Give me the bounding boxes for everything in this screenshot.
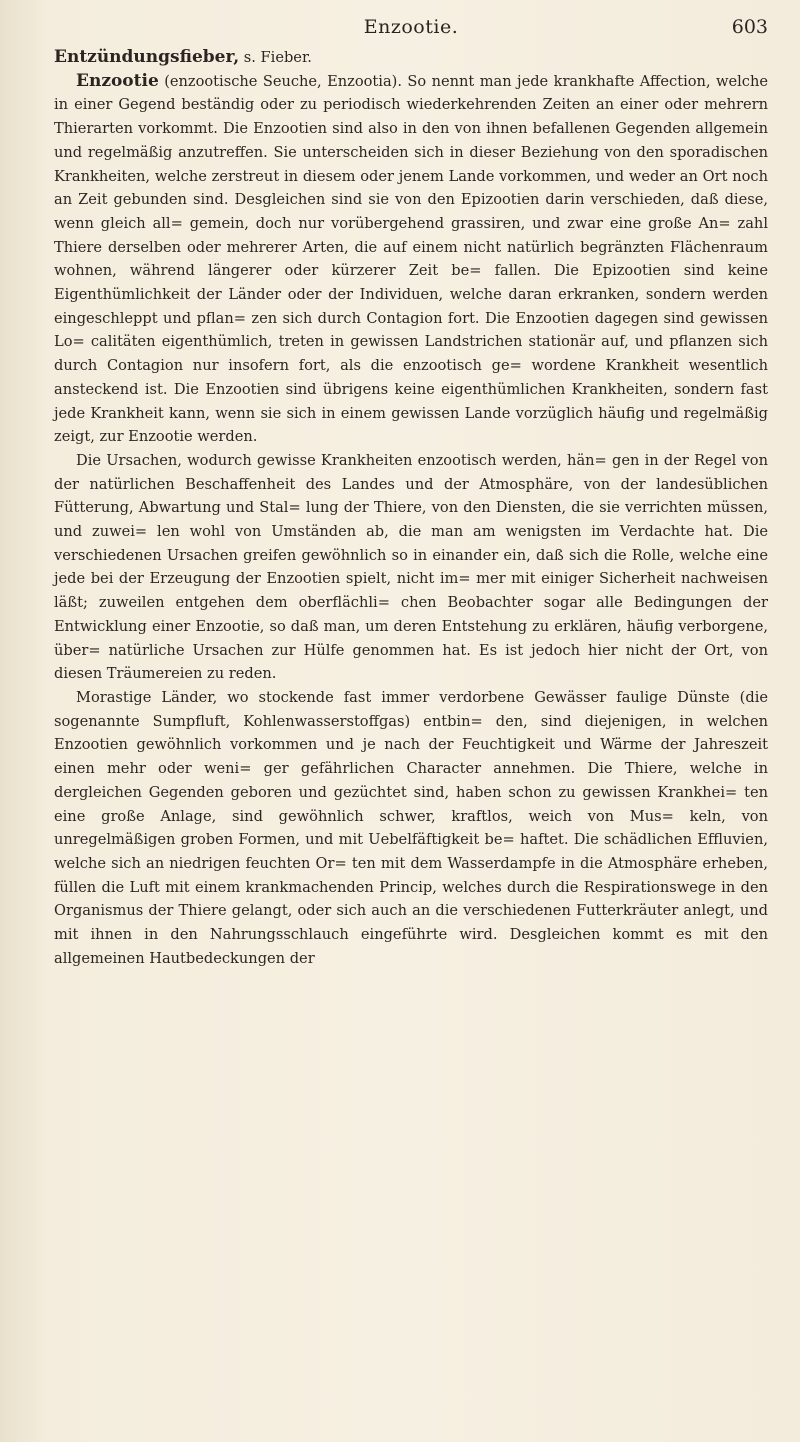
running-title: Enzootie. <box>363 16 459 38</box>
entry-enzootie <box>54 70 768 449</box>
page-number: 603 <box>731 16 768 38</box>
entry-entzuendungsfieber <box>54 46 768 70</box>
headword: Enzootie <box>76 70 159 91</box>
running-head <box>54 6 768 46</box>
paragraph: Die Ursachen, wodurch gewisse Krankheiten enzootisch werden, hän= gen in der Regel von der natürlichen Beschaffenheit des Landes und der Atmosphäre, von der landesüblichen Fütterung, Abwartung und Stal= lung der Thiere, von den Diensten, die sie verrichten müssen, und zuwei= len wohl von Umständen ab, die man am wenigsten im Verdachte hat. Die verschiedenen Ursachen greifen gewöhnlich so in einander ein, daß sich die Rolle, welche eine jede bei der Erzeugung der Enzootien spielt, nicht im= mer mit einiger Sicherheit nachweisen läßt; zuweilen entgehen dem oberflächli= chen Beobachter sogar alle Bedingungen der Entwicklung einer Enzootie, so daß man, um deren Entstehung zu erklären, häufig verborgene, über= natürliche Ursachen zur Hülfe genommen hat. Es ist jedoch hier nicht der Ort, von diesen Träumereien zu reden. <box>54 451 768 683</box>
body-text <box>54 46 768 970</box>
headword: Entzündungsfieber, <box>54 47 240 67</box>
entry-text: (enzootische Seuche, Enzootia). So nennt man jede krankhafte Affection, welche in einer Gegend beständig oder zu periodisch wiederkehrenden Zeiten an einer oder mehrern Thierarten vorkommt. Die Enzootien sind also in den von ihnen befallenen Gegenden allgemein und regelmäßig anzutreffen. Sie unterscheiden sich in dieser Beziehung von den sporadischen Krankheiten, welche zerstreut in diesem oder jenem Lande vorkommen, und weder an Ort noch an Zeit gebunden sind. Desgleichen sind sie von den Epizootien darin verschieden, daß diese, wenn gleich all= gemein, doch nur vorübergehend grassiren, und zwar eine große An= zahl Thiere derselben oder mehrerer Arten, die auf einem nicht natürlich begränzten Flächenraum wohnen, während längerer oder kürzerer Zeit be= fallen. Die Epizootien sind keine Eigenthümlichkeit der Länder oder der Individuen, welche daran erkranken, sondern werden eingeschleppt und pflan= zen sich durch Contagion fort. Die Enzootien dagegen sind gewissen Lo= calitäten eigenthümlich, treten in gewissen Landstrichen stationär auf, und pflanzen sich durch Contagion nur insofern fort, als die enzootisch ge= wordene Krankheit wesentlich ansteckend ist. Die Enzootien sind übrigens keine eigenthümlichen Krankheiten, sondern fast jede Krankheit kann, wenn sie sich in einem gewissen Lande vorzüglich häufig und regelmäßig zeigt, zur Enzootie werden. <box>54 72 768 446</box>
paragraph: Morastige Länder, wo stockende fast immer verdorbene Gewässer faulige Dünste (die sogenannte Sumpfluft, Kohlenwasserstoffgas) entbin= den, sind diejenigen, in welchen Enzootien gewöhnlich vorkommen und je nach der Feuchtigkeit und Wärme der Jahreszeit einen mehr oder weni= ger gefährlichen Character annehmen. Die Thiere, welche in dergleichen Gegenden geboren und gezüchtet sind, haben schon zu gewissen Krankhei= ten eine große Anlage, sind gewöhnlich schwer, kraftlos, weich von Mus= keln, von unregelmäßigen groben Formen, und mit Uebelfäftigkeit be= haftet. Die schädlichen Effluvien, welche sich an niedrigen feuchten Or= ten mit dem Wasserdampfe in die Atmosphäre erheben, füllen die Luft mit einem krankmachenden Princip, welches durch die Respirationswege in den Organismus der Thiere gelangt, oder sich auch an die verschiedenen Futterkräuter anlegt, und mit ihnen in den Nahrungsschlauch eingeführte wird. Desgleichen kommt es mit den allgemeinen Hautbedeckungen der <box>54 688 768 967</box>
entry-text: s. Fieber. <box>239 49 312 66</box>
